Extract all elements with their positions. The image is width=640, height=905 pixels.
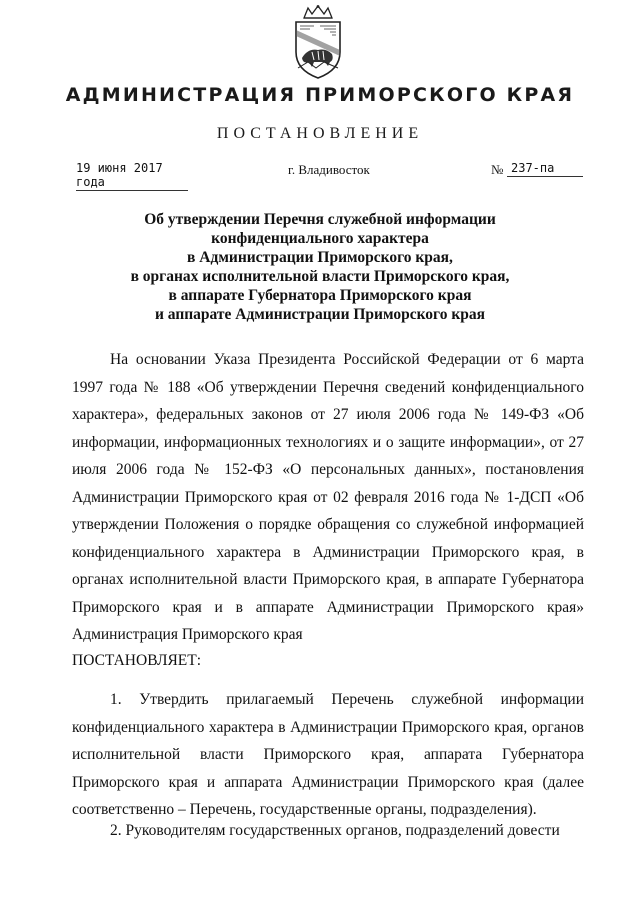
title-line: в Администрации Приморского края, (187, 249, 453, 266)
title-line: в аппарате Губернатора Приморского края (168, 287, 472, 304)
document-title (60, 210, 580, 324)
decree-heading: ПОСТАНОВЛЯЕТ: (72, 652, 202, 669)
title-line: Об утверждении Перечня служебной информации (144, 211, 496, 228)
decree-item-1: 1. Утвердить прилагаемый Перечень служебной информации конфиденциального характера в Администрации Приморского края, органов исполнительной власти Приморского края, аппарата Губернатора Приморского края и аппарата Администрации Приморского края (далее соответственно – Перечень, государственные органы, подразделения). (72, 691, 584, 818)
document-number: 237-па (507, 161, 583, 177)
number-label: № (491, 162, 504, 177)
document-meta-row (0, 161, 640, 189)
title-line: в органах исполнительной власти Приморского края, (130, 268, 510, 285)
preamble-paragraph: На основании Указа Президента Российской Федерации от 6 марта 1997 года № 188 «Об утверждении Перечня сведений конфиденциального характера», федеральных законов от 27 июля 2006 года № 149-ФЗ «Об информации, информационных технологиях и о защите информации», от 27 июля 2006 года № 152-ФЗ «О персональных данных», постановления Администрации Приморского края от 02 февраля 2016 года № 1-ДСП «Об утверждении Положения о порядке обращения со служебной информацией конфиденциального характера в Администрации Приморского края, в органах исполнительной власти Приморского края, в аппарате Губернатора Приморского края и в аппарате Администрации Приморского края» Администрация Приморского края (72, 351, 584, 643)
document-type: ПОСТАНОВЛЕНИЕ (216, 125, 424, 142)
decree-item-2: 2. Руководителям государственных органов, подразделений довести (110, 822, 560, 839)
coat-of-arms-emblem (290, 4, 346, 80)
title-line: и аппарате Администрации Приморского края (154, 306, 486, 323)
organization-title: АДМИНИСТРАЦИЯ ПРИМОРСКОГО КРАЯ (65, 84, 575, 106)
document-city: г. Владивосток (288, 162, 370, 177)
title-line: конфиденциального характера (211, 230, 429, 247)
document-date: 19 июня 2017 года (76, 161, 188, 191)
